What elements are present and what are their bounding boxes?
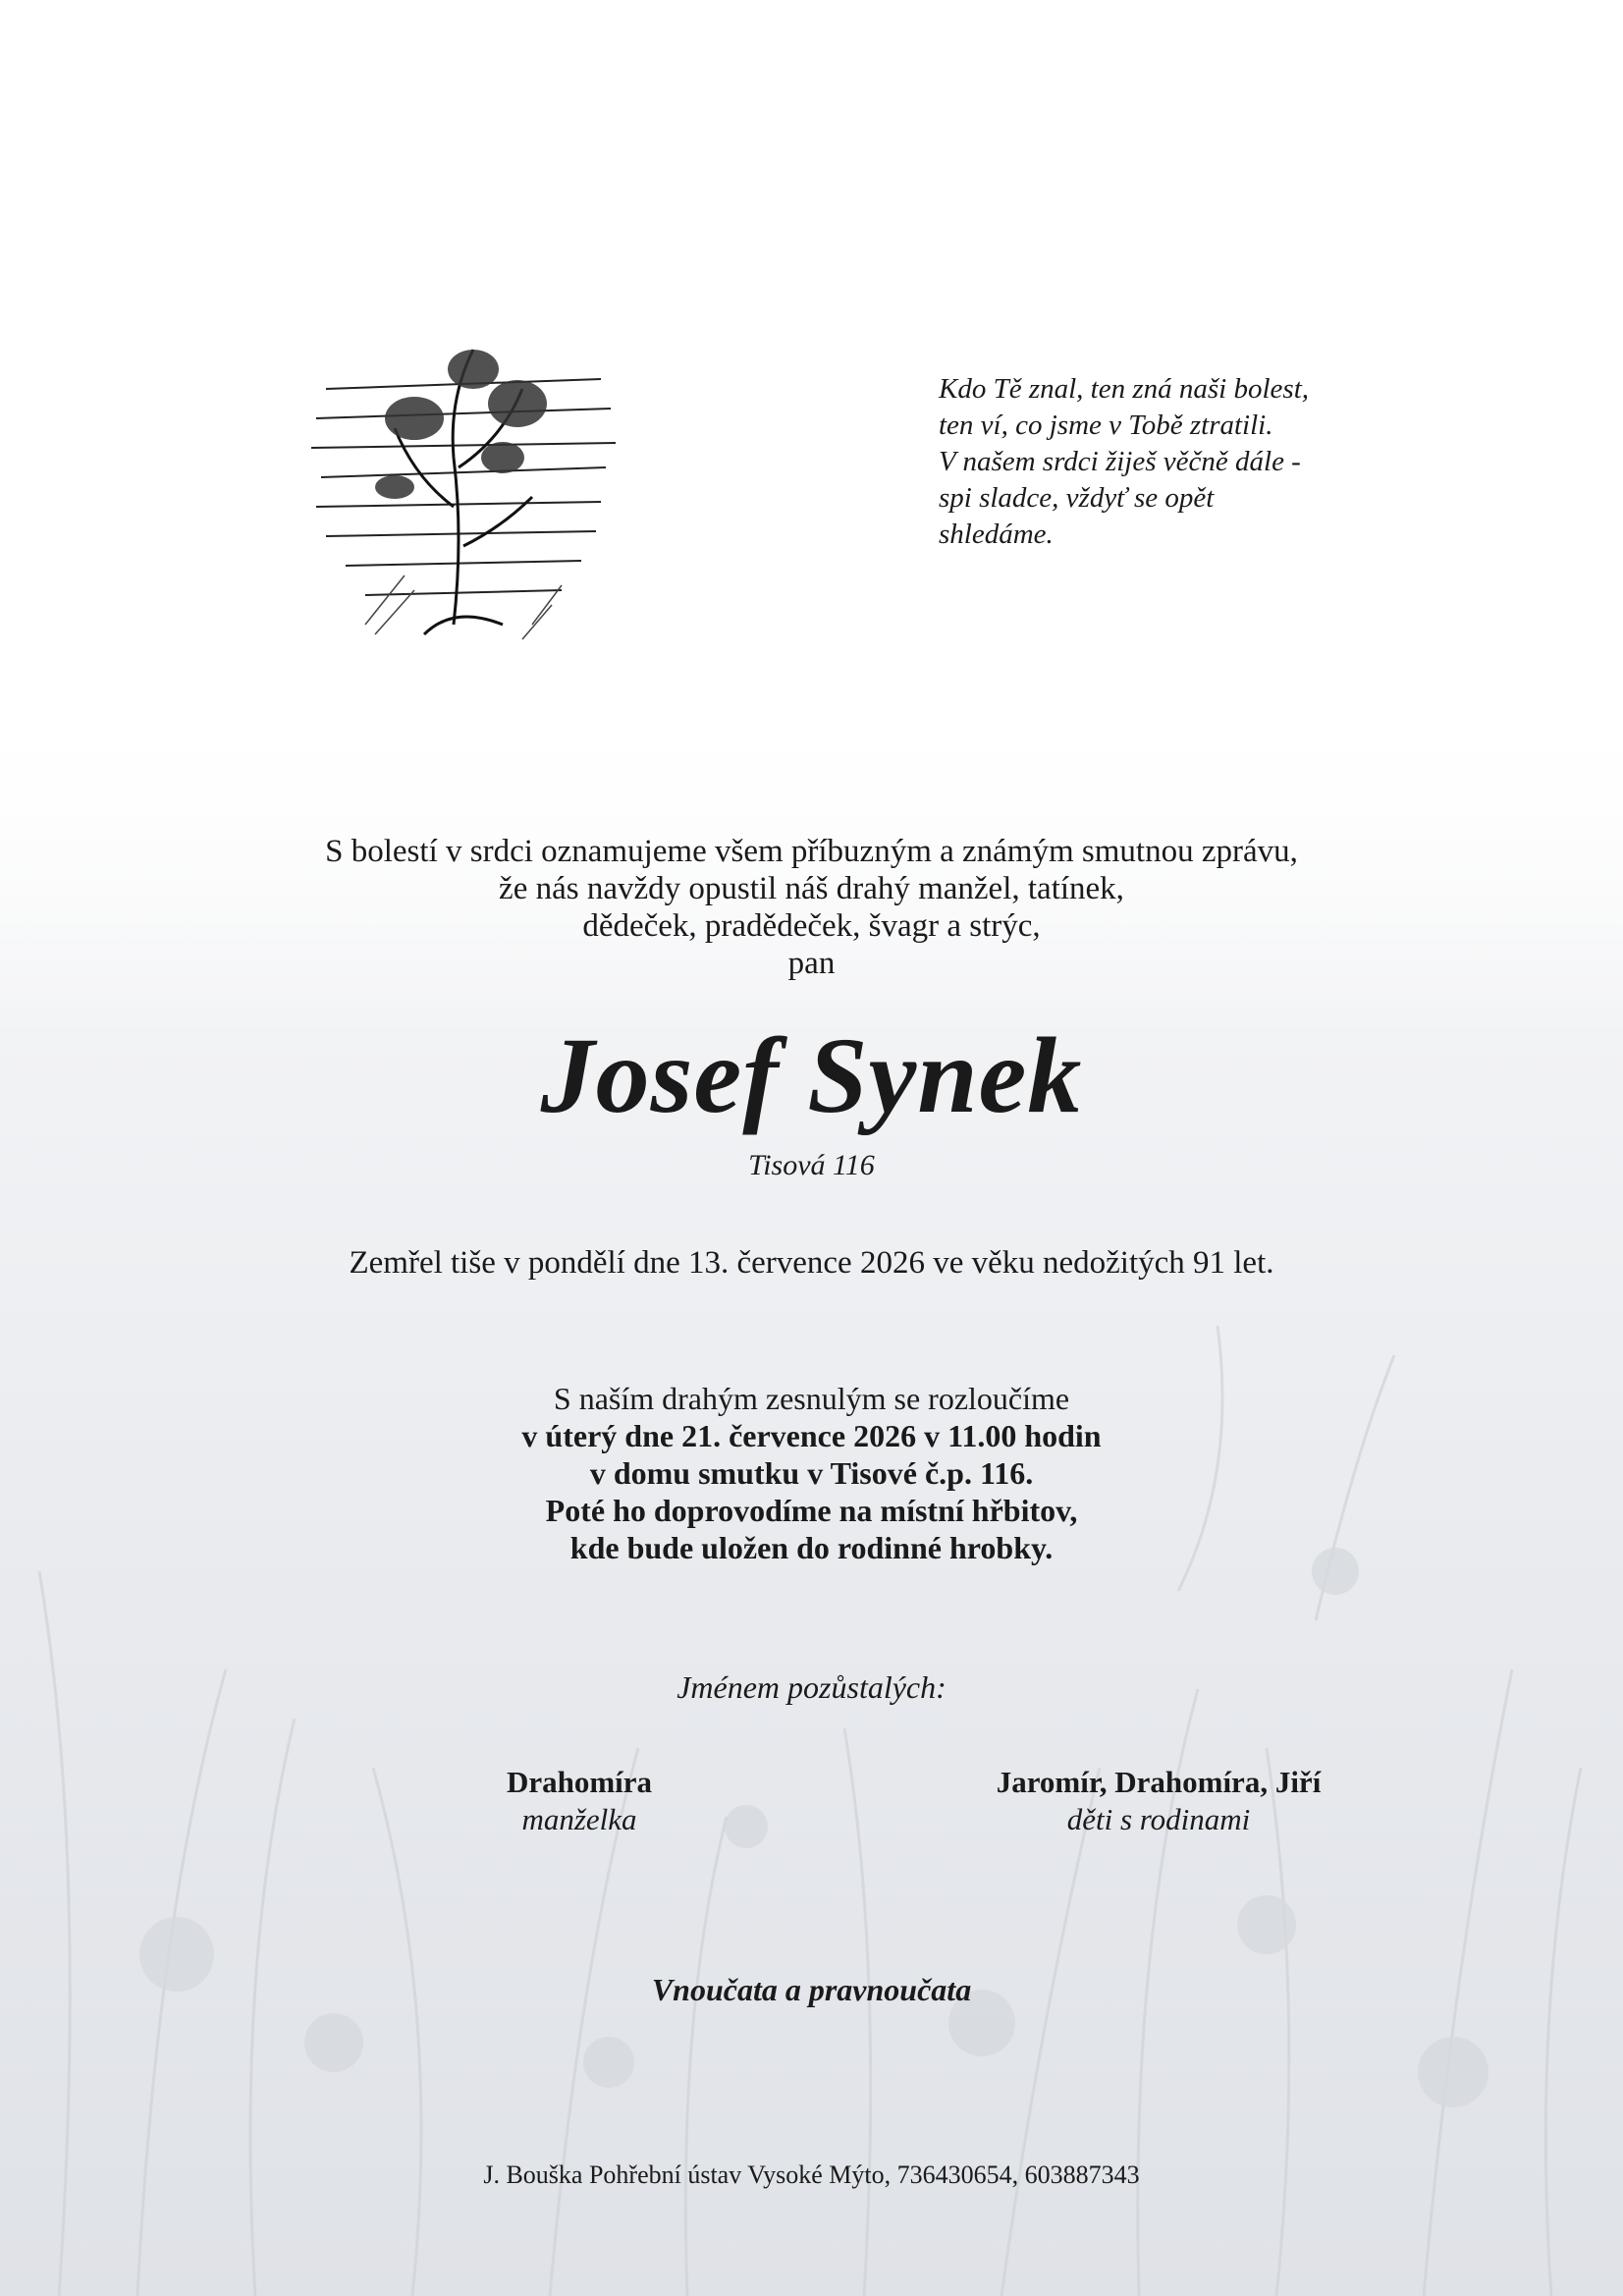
verse-line: shledáme. <box>939 519 1054 550</box>
deceased-name: Josef Synek <box>540 1015 1083 1135</box>
verse-line: spi sladce, vždyť se opět <box>939 482 1215 514</box>
announcement <box>0 833 1623 982</box>
mourner-relation: děti s rodinami <box>1066 1802 1251 1836</box>
memorial-verse <box>939 371 1371 553</box>
verse-line: Kdo Tě znal, ten zná naši bolest, <box>939 373 1310 405</box>
announcement-line: S bolestí v srdci oznamujeme všem příbuzným a známým smutnou zprávu, <box>325 834 1298 869</box>
death-notice: Zemřel tiše v pondělí dne 13. července 2026 ve věku nedožitých 91 let. <box>349 1245 1274 1281</box>
funeral-line: v úterý dne 21. července 2026 v 11.00 hodin <box>521 1418 1102 1453</box>
funeral-line: kde bude uložen do rodinné hrobky. <box>569 1530 1054 1565</box>
tree-landscape-icon <box>306 310 621 654</box>
mourner-name: Drahomíra <box>506 1765 653 1799</box>
announcement-line: pan <box>787 946 836 981</box>
grandchildren-line: Vnoučata a pravnoučata <box>651 1972 972 2007</box>
funeral-line: Poté ho doprovodíme na místní hřbitov, <box>545 1493 1078 1528</box>
funeral-details <box>0 1380 1623 1566</box>
mourner-relation: manželka <box>521 1802 637 1836</box>
verse-line: ten ví, co jsme v Tobě ztratili. <box>939 410 1273 441</box>
announcement-line: že nás navždy opustil náš drahý manžel, tatínek, <box>499 871 1124 906</box>
mourner-name: Jaromír, Drahomíra, Jiří <box>996 1765 1322 1799</box>
mourner-children <box>943 1764 1375 1838</box>
mourner-spouse <box>432 1764 727 1838</box>
funeral-intro: S naším drahým zesnulým se rozloučíme <box>553 1381 1070 1416</box>
verse-line: V našem srdci žiješ věčně dále - <box>939 446 1301 477</box>
funeral-home-footer: J. Bouška Pohřební ústav Vysoké Mýto, 736430654, 603887343 <box>483 2160 1140 2189</box>
deceased-address: Tisová 116 <box>748 1149 875 1181</box>
bereaved-heading: Jménem pozůstalých: <box>676 1669 947 1705</box>
announcement-line: dědeček, pradědeček, švagr a strýc, <box>582 908 1041 944</box>
funeral-line: v domu smutku v Tisové č.p. 116. <box>589 1455 1034 1491</box>
